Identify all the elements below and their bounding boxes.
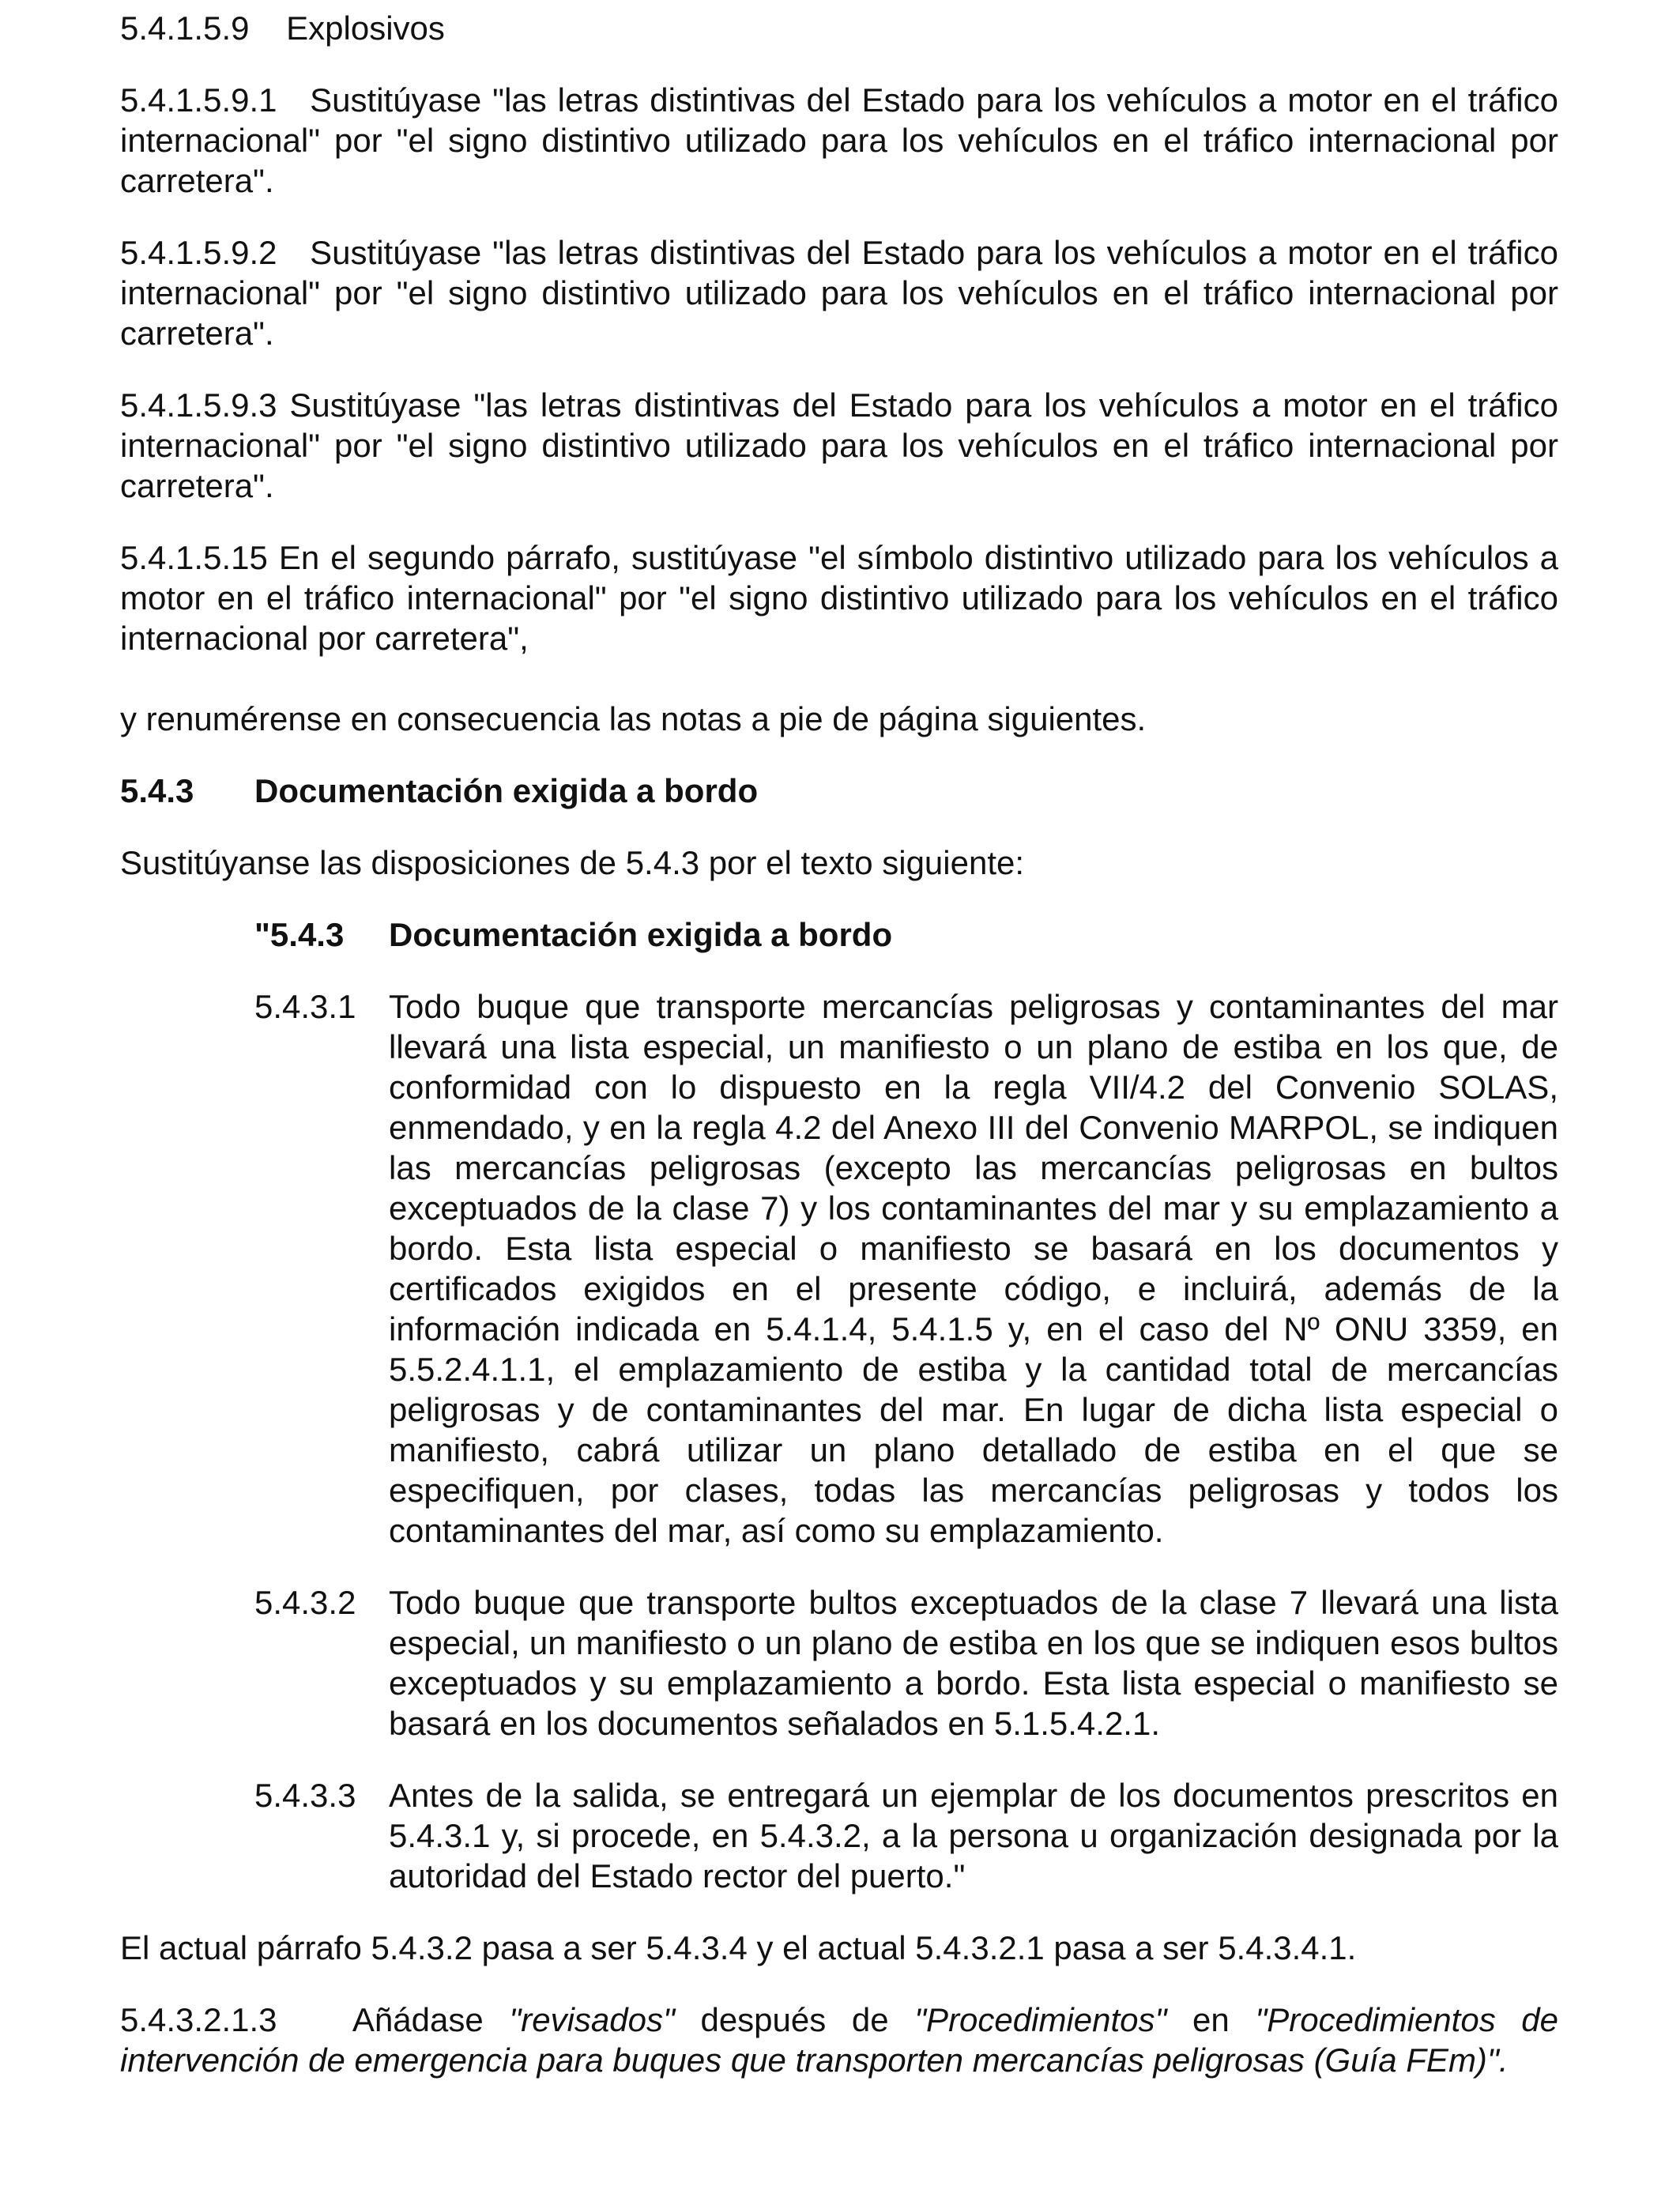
paragraph-5-4-1-5-9-1	[120, 80, 1558, 201]
paragraph-number: 5.4.1.5.9.3	[120, 386, 277, 424]
paragraph-number: 5.4.3.2.1.3	[120, 2001, 277, 2038]
section-title: Explosivos	[286, 9, 445, 47]
italic-quote: "Procedimientos"	[914, 2001, 1167, 2038]
heading-title: Documentación exigida a bordo	[254, 772, 759, 809]
paragraph-text: En el segundo párrafo, sustitúyase "el símbolo distintivo utilizado para los vehículos a motor en el tráfico internacional" por "el signo distintivo utilizado para los vehículos en el tráfico internacional por carretera",	[120, 539, 1558, 657]
item-number: 5.4.3.3	[254, 1777, 356, 1814]
paragraph-text: Sustitúyase "las letras distintivas del Estado para los vehículos a motor en el tráfico internacional" por "el signo distintivo utilizado para los vehículos en el tráfico internacional por carretera".	[120, 386, 1558, 504]
item-text: Todo buque que transporte mercancías peligrosas y contaminantes del mar llevará una lista especial, un manifiesto o un plano de estiba en los que, de conformidad con lo dispuesto en la regla VII/4.2 del Convenio SOLAS, enmendado, y en la regla 4.2 del Anexo III del Convenio MARPOL, se indiquen las mercancías peligrosas (excepto las mercancías peligrosas en bultos exceptuados de la clase 7) y los contaminantes del mar y su emplazamiento a bordo. Esta lista especial o manifiesto se basará en los documentos y certificados exigidos en el presente código, e incluirá, además de la información indicada en 5.4.1.4, 5.4.1.5 y, en el caso del Nº ONU 3359, en 5.5.2.4.1.1, el emplazamiento de estiba y la cantidad total de mercancías peligrosas y de contaminantes del mar. En lugar de dicha lista especial o manifiesto, cabrá utilizar un plano detallado de estiba en el que se especifiquen, por clases, todas las mercancías peligrosas y todos los contaminantes del mar, así como su emplazamiento.	[389, 988, 1558, 1549]
paragraph-text: Sustitúyase "las letras distintivas del Estado para los vehículos a motor en el tráfico internacional" por "el signo distintivo utilizado para los vehículos en el tráfico internacional por carretera".	[120, 234, 1558, 352]
paragraph-text-part: Añádase	[352, 2001, 484, 2038]
replace-instruction: Sustitúyanse las disposiciones de 5.4.3 por el texto siguiente:	[120, 844, 1025, 881]
list-item	[254, 986, 1558, 1551]
document-page	[120, 8, 1558, 2080]
quoted-heading	[254, 914, 1558, 955]
item-number: 5.4.3.2	[254, 1584, 356, 1621]
paragraph-5-4-1-5-15	[120, 537, 1558, 658]
paragraph-5-4-1-5-9-3	[120, 385, 1558, 506]
paragraph-5-4-3-2-1-3	[120, 2000, 1558, 2080]
paragraph-text-part: en	[1192, 2001, 1230, 2038]
paragraph-5-4-1-5-9-2	[120, 232, 1558, 353]
section-number: 5.4.1.5.9	[120, 9, 250, 47]
paragraph-text: Sustitúyase "las letras distintivas del Estado para los vehículos a motor en el tráfico internacional" por "el signo distintivo utilizado para los vehículos en el tráfico internacional por carretera".	[120, 81, 1558, 199]
heading-number: 5.4.3	[120, 772, 194, 809]
italic-quote: "revisados"	[509, 2001, 675, 2038]
item-text: Antes de la salida, se entregará un ejemplar de los documentos prescritos en 5.4.3.1 y, si procede, en 5.4.3.2, a la persona u organización designada por la autoridad del Estado rector del puerto."	[389, 1777, 1558, 1894]
section-explosivos	[120, 8, 1558, 48]
paragraph-number: 5.4.1.5.9.1	[120, 81, 277, 119]
quoted-section	[254, 914, 1558, 955]
list-item	[254, 1582, 1558, 1744]
italic-quote: "Procedimientos de intervención de emergencia para buques que transporten mercancías peligrosas (Guía FEm)".	[120, 2001, 1558, 2079]
paragraph-text-part: después de	[700, 2001, 889, 2038]
paragraph-number: 5.4.1.5.15	[120, 539, 268, 576]
heading-number: "5.4.3	[254, 916, 345, 953]
item-text: Todo buque que transporte bultos exceptuados de la clase 7 llevará una lista especial, un manifiesto o un plano de estiba en los que se indiquen esos bultos exceptuados y su emplazamiento a bordo. Esta lista especial o manifiesto se basará en los documentos señalados en 5.1.5.4.2.1.	[389, 1584, 1558, 1742]
renumber-note: y renumérense en consecuencia las notas a pie de página siguientes.	[120, 700, 1147, 737]
renumbering-paragraph: El actual párrafo 5.4.3.2 pasa a ser 5.4.3.4 y el actual 5.4.3.2.1 pasa a ser 5.4.3.4.1.	[120, 1929, 1357, 1966]
section-heading-5-4-3	[120, 771, 1558, 811]
list-item	[254, 1775, 1558, 1896]
paragraph-number: 5.4.1.5.9.2	[120, 234, 277, 271]
item-number: 5.4.3.1	[254, 988, 356, 1025]
heading-title: Documentación exigida a bordo	[389, 916, 893, 953]
